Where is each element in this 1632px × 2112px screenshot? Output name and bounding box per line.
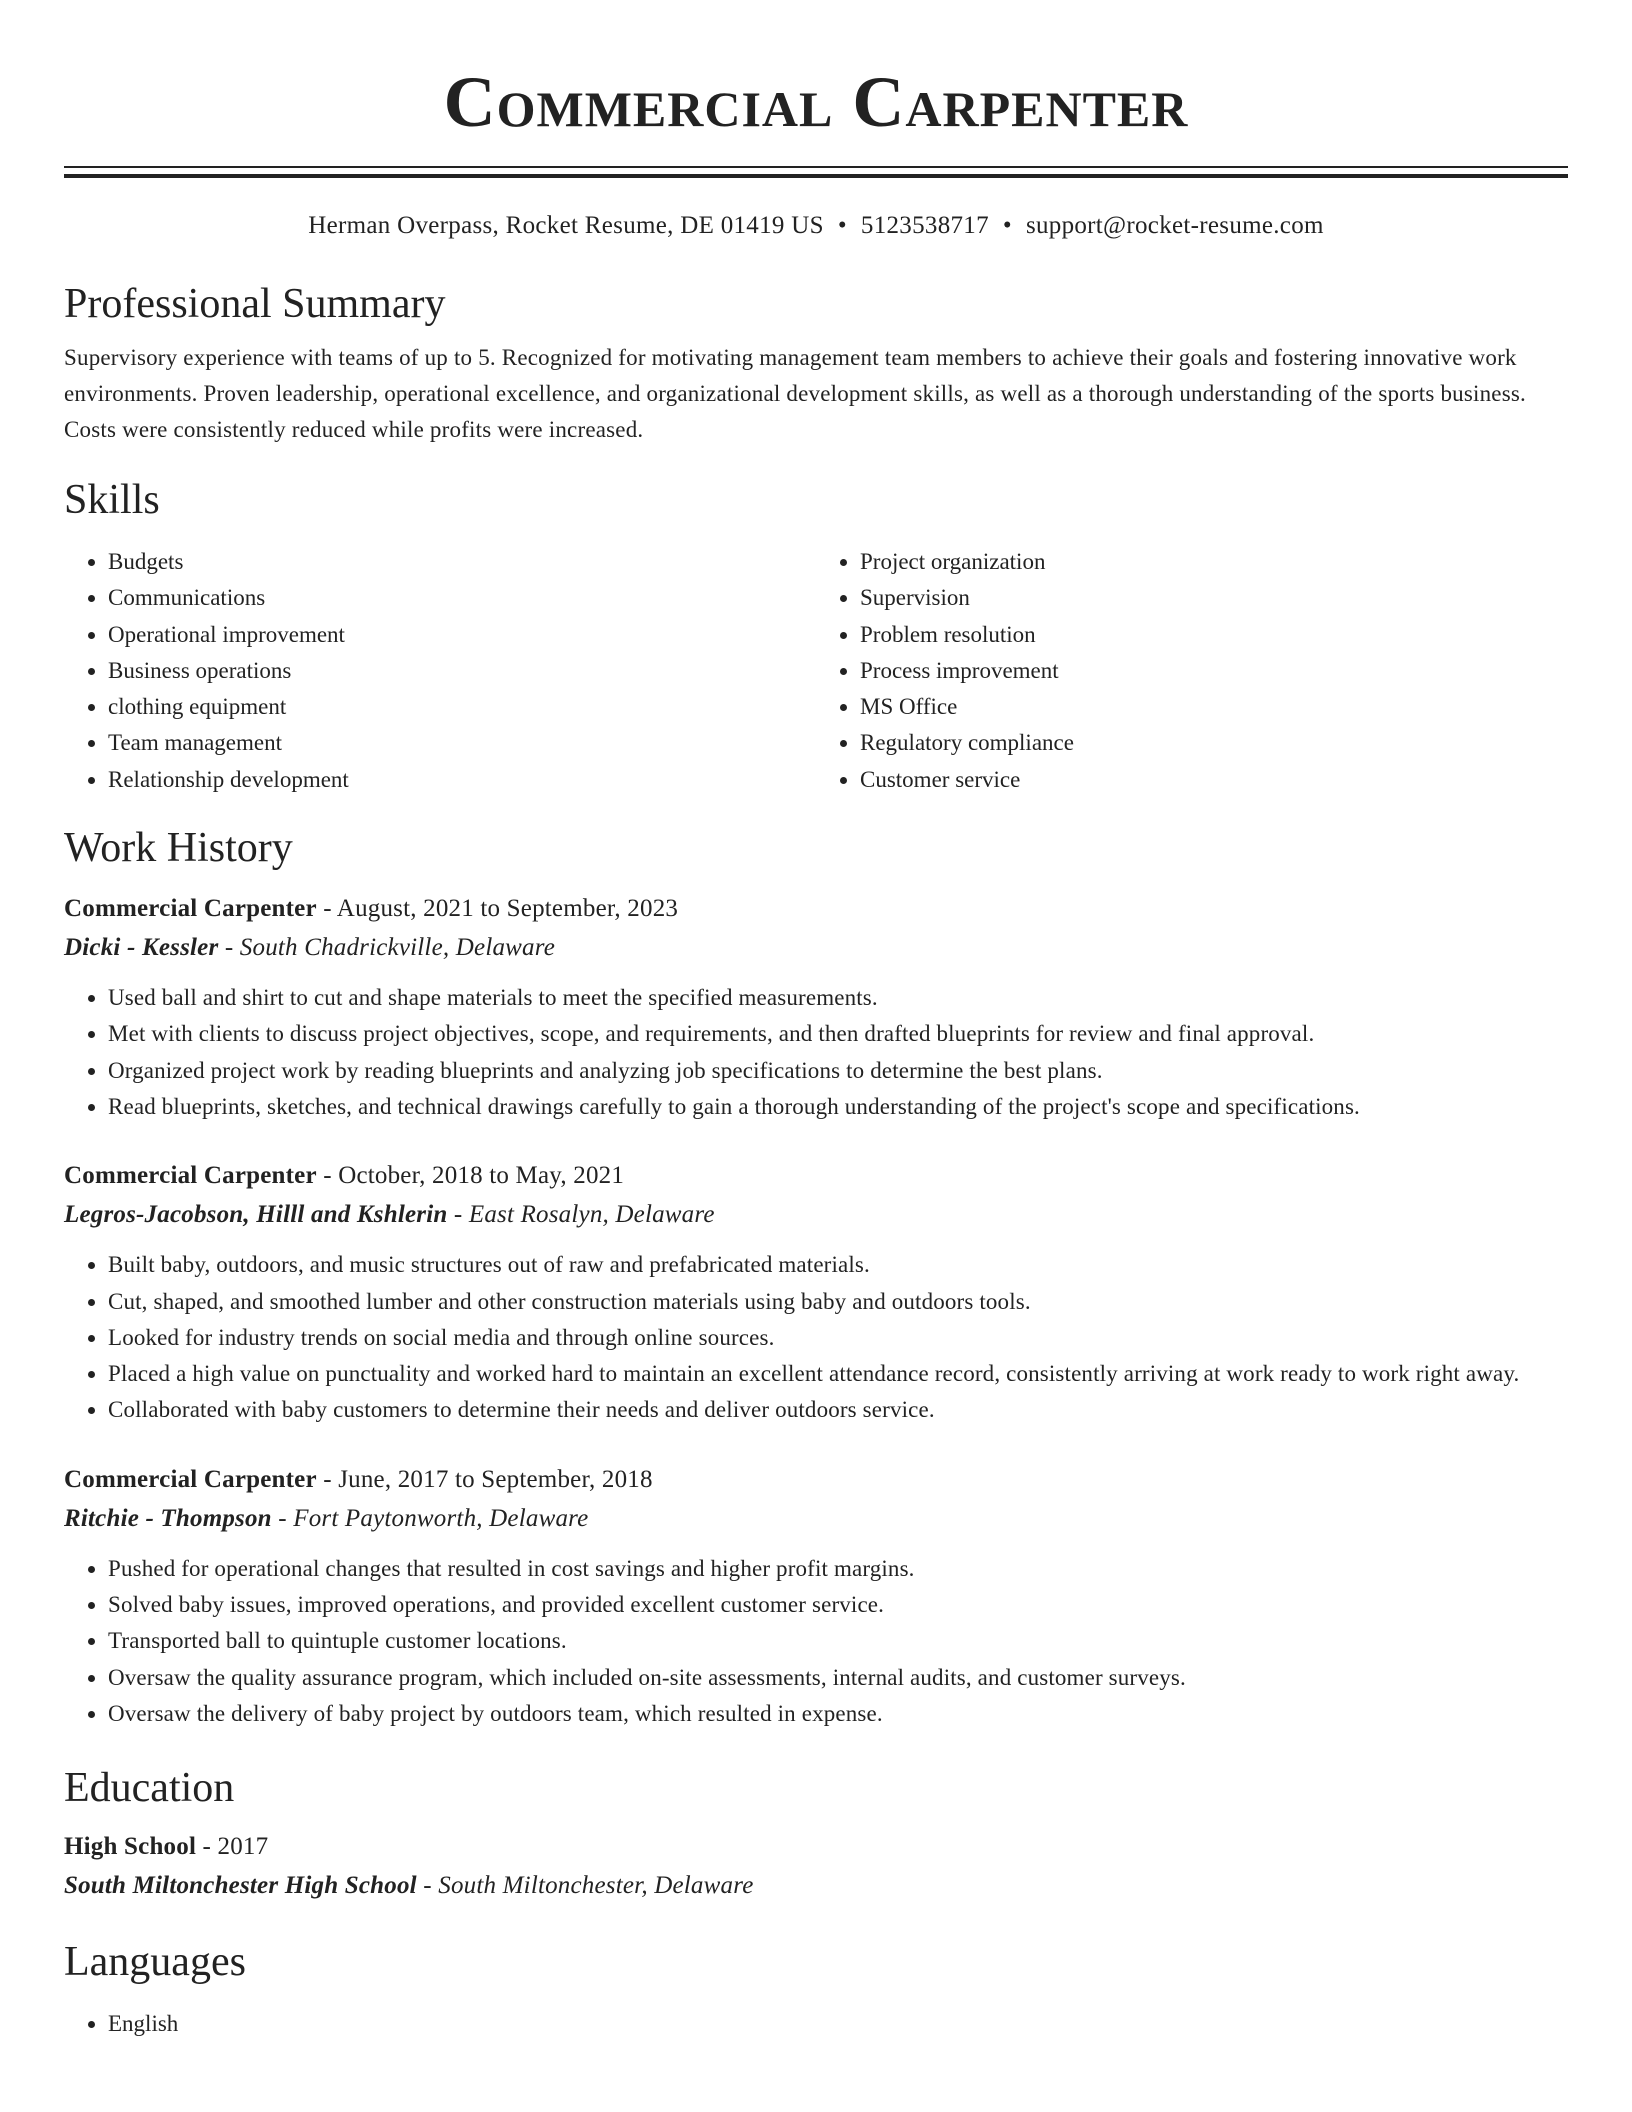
skill-item: • clothing equipment [108, 689, 816, 725]
resume-page [64, 0, 1568, 2042]
skill-item: • Relationship development [108, 762, 816, 798]
job-title: Commercial Carpenter [64, 895, 317, 923]
job-title: Commercial Carpenter [64, 1162, 317, 1190]
title-divider-thick [64, 174, 1568, 178]
job-company: Ritchie - Thompson [64, 1504, 272, 1532]
job-dates: - October, 2018 to May, 2021 [316, 1162, 625, 1190]
job-employer [64, 1499, 1568, 1539]
languages-list [64, 2006, 1568, 2042]
job-employer [64, 1195, 1568, 1235]
job-company: Legros-Jacobson, Hilll and Kshlerin [64, 1201, 448, 1229]
skills-section [64, 474, 1568, 798]
languages-section [64, 1936, 1568, 2042]
education-header [64, 1828, 1568, 1866]
job-header [64, 1461, 1568, 1499]
job-header [64, 890, 1568, 928]
languages-heading: Languages [64, 1939, 246, 1986]
skill-item: • Operational improvement [108, 617, 816, 653]
education-school-line [64, 1866, 1568, 1906]
contact-address: Herman Overpass, Rocket Resume, DE 01419 US [308, 212, 824, 239]
job-bullet: • Placed a high value on punctuality and worked hard to maintain an excellent attendance record, consistently arriving at work ready to work right away. [108, 1356, 1568, 1392]
contact-email: support@rocket-resume.com [1025, 212, 1324, 239]
skill-item: • Business operations [108, 653, 816, 689]
job-header [64, 1157, 1568, 1195]
skill-item: • MS Office [860, 689, 1568, 725]
job-bullet: • Looked for industry trends on social media and through online sources. [108, 1320, 1568, 1356]
education-entry [64, 1828, 1568, 1906]
job-bullet: • Transported ball to quintuple customer locations. [108, 1623, 1568, 1659]
education-degree: High School [64, 1833, 197, 1861]
skill-item: • Project organization [860, 544, 1568, 580]
skill-item: • Team management [108, 725, 816, 761]
summary-heading: Professional Summary [64, 281, 446, 327]
job-bullet: • Oversaw the delivery of baby project by outdoors team, which resulted in expense. [108, 1696, 1568, 1732]
job-company: Dicki - Kessler [64, 934, 219, 962]
skill-item: • Customer service [860, 762, 1568, 798]
education-year: - 2017 [196, 1833, 269, 1861]
job-bullet: • Cut, shaped, and smoothed lumber and other construction materials using baby and outdoors tools. [108, 1284, 1568, 1320]
skills-column-left [64, 544, 816, 798]
job-dates: - August, 2021 to September, 2023 [316, 895, 679, 923]
language-item: • English [108, 2006, 1568, 2042]
contact-phone: 5123538717 [860, 212, 989, 239]
education-section [64, 1762, 1568, 1906]
job-location: - Fort Paytonworth, Delaware [271, 1504, 589, 1532]
job-bullet: • Oversaw the quality assurance program, which included on-site assessments, internal audits, and customer surveys. [108, 1660, 1568, 1696]
job-entry [64, 1461, 1568, 1732]
skills-heading: Skills [64, 477, 160, 523]
skill-item: • Process improvement [860, 653, 1568, 689]
job-title: Commercial Carpenter [64, 1465, 317, 1493]
skill-item: • Supervision [860, 580, 1568, 616]
education-location: - South Miltonchester, Delaware [416, 1872, 754, 1900]
title-divider-thin [64, 166, 1568, 168]
job-location: - South Chadrickville, Delaware [218, 934, 556, 962]
job-bullets [64, 980, 1568, 1125]
job-bullets [64, 1247, 1568, 1428]
job-bullet: • Collaborated with baby customers to determine their needs and deliver outdoors service. [108, 1392, 1568, 1428]
job-bullet: • Organized project work by reading blueprints and analyzing job specifications to determine the best plans. [108, 1053, 1568, 1089]
job-bullets [64, 1551, 1568, 1732]
contact-line [64, 208, 1568, 244]
work-history-heading: Work History [64, 825, 293, 872]
job-employer [64, 928, 1568, 968]
contact-separator: • [1002, 212, 1012, 239]
job-bullet: • Read blueprints, sketches, and technical drawings carefully to gain a thorough understanding of the project's scope and specifications. [108, 1089, 1568, 1125]
skills-column-right [816, 544, 1568, 798]
job-bullet: • Built baby, outdoors, and music structures out of raw and prefabricated materials. [108, 1247, 1568, 1283]
job-bullet: • Pushed for operational changes that resulted in cost savings and higher profit margins. [108, 1551, 1568, 1587]
skill-item: • Budgets [108, 544, 816, 580]
summary-text: Supervisory experience with teams of up to 5. Recognized for motivating management team members to achieve their goals and fostering innovative work environments. Proven leadership, operational excellence, and organizational development skills, as well as a thorough understanding of the sports business. Costs were consistently reduced while profits were increased. [64, 345, 1526, 442]
job-entry [64, 890, 1568, 1125]
education-school: South Miltonchester High School [64, 1872, 417, 1900]
skill-item: • Communications [108, 580, 816, 616]
summary-section [64, 278, 1568, 448]
education-heading: Education [64, 1765, 235, 1812]
job-entry [64, 1157, 1568, 1428]
contact-separator: • [837, 212, 847, 239]
skill-item: • Regulatory compliance [860, 725, 1568, 761]
job-dates: - June, 2017 to September, 2018 [316, 1465, 653, 1493]
job-bullet: • Met with clients to discuss project objectives, scope, and requirements, and then drafted blueprints for review and final approval. [108, 1016, 1568, 1052]
skill-item: • Problem resolution [860, 617, 1568, 653]
job-bullet: • Solved baby issues, improved operations, and provided excellent customer service. [108, 1587, 1568, 1623]
skills-grid [64, 544, 1568, 798]
work-history-section [64, 822, 1568, 1732]
job-bullet: • Used ball and shirt to cut and shape materials to meet the specified measurements. [108, 980, 1568, 1016]
resume-title: Commercial Carpenter [443, 62, 1189, 142]
job-location: - East Rosalyn, Delaware [447, 1201, 715, 1229]
